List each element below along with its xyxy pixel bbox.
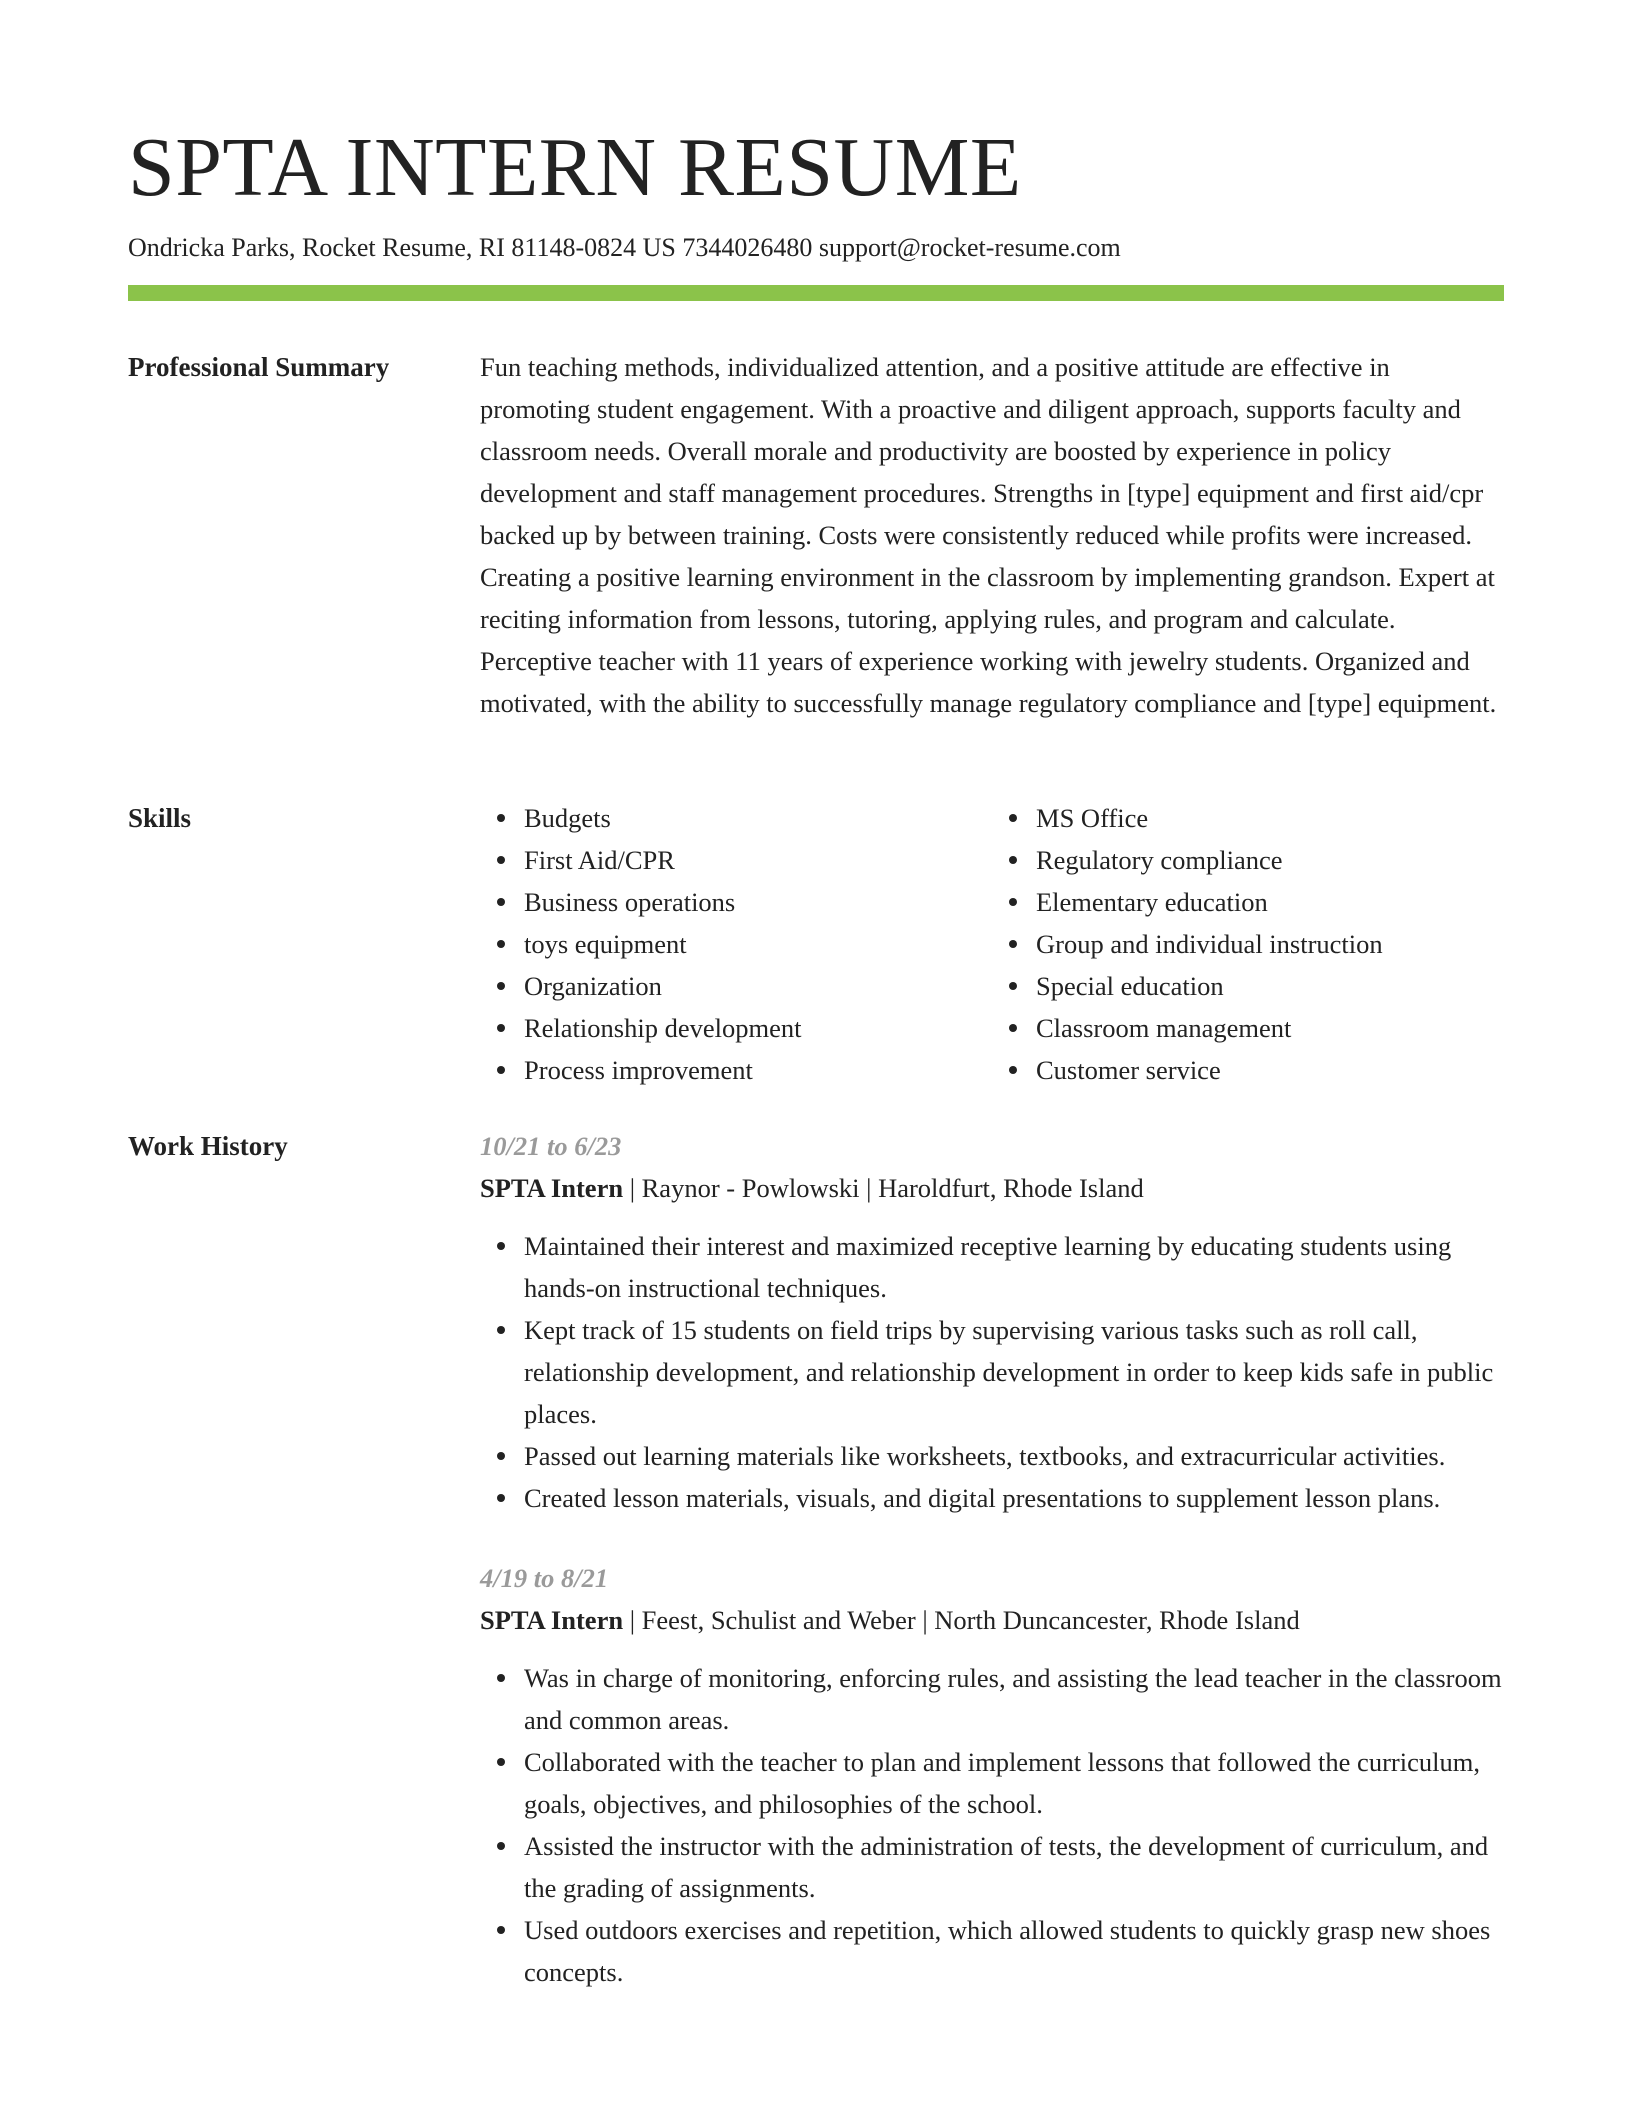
skills-list-left (480, 797, 992, 1091)
skill-item: First Aid/CPR (524, 839, 992, 881)
duty-item: Kept track of 15 students on field trips by supervising various tasks such as roll call, relationship development, and relationship development in order to keep kids safe in public places. (524, 1309, 1504, 1435)
job-details: | Raynor - Powlowski | Haroldfurt, Rhode Island (623, 1173, 1144, 1203)
skill-item: Regulatory compliance (1036, 839, 1504, 881)
skill-item: Special education (1036, 965, 1504, 1007)
skill-item: Classroom management (1036, 1007, 1504, 1049)
job-dates: 10/21 to 6/23 (480, 1131, 622, 1161)
skills-body (480, 797, 1504, 1091)
skill-item: Organization (524, 965, 992, 1007)
contact-address: Ondricka Parks, Rocket Resume, RI 81148-0824 US (128, 233, 676, 262)
skill-item: Elementary education (1036, 881, 1504, 923)
duty-item: Used outdoors exercises and repetition, which allowed students to quickly grasp new shoes concepts. (524, 1909, 1504, 1993)
job-duties (480, 1657, 1504, 1993)
job-title: SPTA Intern (480, 1173, 624, 1203)
job-dates: 4/19 to 8/21 (480, 1563, 609, 1593)
job-title: SPTA Intern (480, 1605, 624, 1635)
duty-item: Created lesson materials, visuals, and digital presentations to supplement lesson plans. (524, 1477, 1504, 1519)
duty-item: Collaborated with the teacher to plan and implement lessons that followed the curriculum, goals, objectives, and philosophies of the school. (524, 1741, 1504, 1825)
work-history-body (480, 1125, 1504, 2031)
skill-item: toys equipment (524, 923, 992, 965)
job-heading (480, 1167, 1504, 1209)
summary-text: Fun teaching methods, individualized attention, and a positive attitude are effective in promoting student engagement. With a proactive and diligent approach, supports faculty and classroom needs. Overall morale and productivity are boosted by experience in policy development and staff management procedures. Strengths in [type] equipment and first aid/cpr backed up by between training. Costs were consistently reduced while profits were increased. Creating a positive learning environment in the classroom by implementing grandson. Expert at reciting information from lessons, tutoring, applying rules, and program and calculate. Perceptive teacher with 11 years of experience working with jewelry students. Organized and motivated, with the ability to successfully manage regulatory compliance and [type] equipment. (480, 352, 1497, 718)
contact-phone: 7344026480 (682, 233, 813, 262)
contact-email: support@rocket-resume.com (818, 233, 1121, 262)
skill-item: Process improvement (524, 1049, 992, 1091)
job-details: | Feest, Schulist and Weber | North Duncancester, Rhode Island (623, 1605, 1300, 1635)
skill-item: Business operations (524, 881, 992, 923)
duty-item: Passed out learning materials like worksheets, textbooks, and extracurricular activities. (524, 1435, 1504, 1477)
header-accent-rule (128, 285, 1504, 301)
skill-item: Relationship development (524, 1007, 992, 1049)
job-entry (480, 1557, 1504, 1993)
skill-item: Group and individual instruction (1036, 923, 1504, 965)
resume-title: SPTA INTERN RESUME (128, 121, 1022, 214)
job-heading (480, 1599, 1504, 1641)
summary-heading: Professional Summary (128, 352, 390, 382)
skills-heading: Skills (128, 803, 192, 833)
duty-item: Maintained their interest and maximized receptive learning by educating students using hands-on instructional techniques. (524, 1225, 1504, 1309)
job-entry (480, 1125, 1504, 1519)
skill-item: Budgets (524, 797, 992, 839)
contact-line (128, 230, 1121, 266)
duty-item: Assisted the instructor with the administration of tests, the development of curriculum, and the grading of assignments. (524, 1825, 1504, 1909)
skill-item: Customer service (1036, 1049, 1504, 1091)
work-history-heading: Work History (128, 1131, 288, 1161)
skill-item: MS Office (1036, 797, 1504, 839)
duty-item: Was in charge of monitoring, enforcing rules, and assisting the lead teacher in the classroom and common areas. (524, 1657, 1504, 1741)
summary-body (480, 346, 1504, 724)
job-duties (480, 1225, 1504, 1519)
skills-list-right (992, 797, 1504, 1091)
